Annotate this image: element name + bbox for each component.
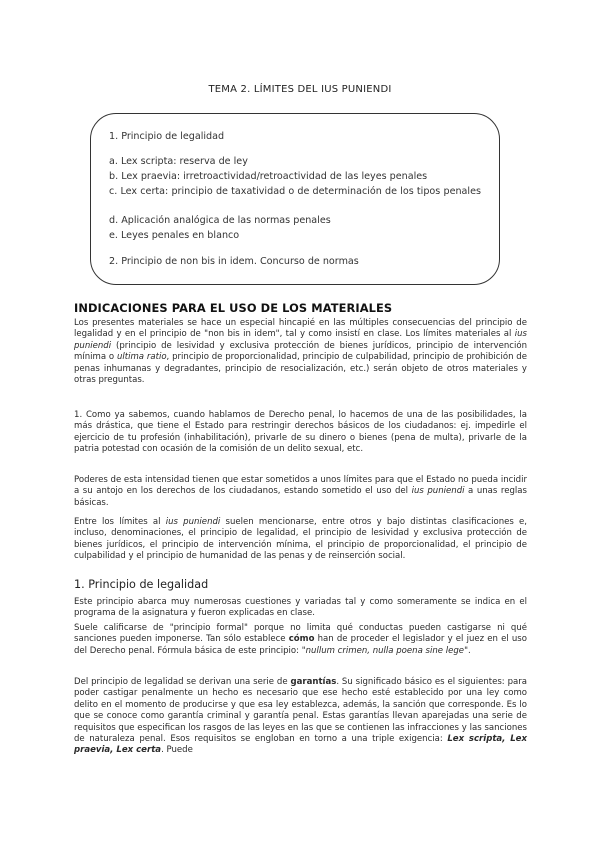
paragraph-6: Del principio de legalidad se derivan una serie de garantías. Su significado básico es el siguientes: para poder castigar penalmente un hecho es necesario que ese hecho esté establecido por una ley como delito en el momento de producirse y que esa ley establezca, además, la sanción que corresponde. Es lo que se conoce como garantía criminal y garantía penal. Estas garantías llevan aparejadas una serie de requisitos que especifican los rasgos de las leyes en las que se contienen las infracciones y las sanciones de naturaleza penal. Esos requisitos se engloban en torno a una triple exigencia: Lex scripta, Lex praevia, Lex certa. Puede <box>74 677 527 756</box>
paragraph-5: Suele calificarse de "principio formal" porque no limita qué conductas pueden castigarse ni qué sanciones pueden imponerse. Tan sólo establece cómo han de proceder el legislador y el juez en el uso del Derecho penal. Fórmula básica de este principio: "nullum crimen, nulla poena sine lege". <box>74 623 527 656</box>
paragraph-2: Poderes de esta intensidad tienen que estar sometidos a unos límites para que el Estado no pueda incidir a su antojo en los derechos de los ciudadanos, estando sometido el uso del ius puniendi a unas reglas básicas. <box>74 475 527 508</box>
toc-sub-lex-praevia: b. Lex praevia: irretroactividad/retroactividad de las leyes penales <box>109 171 428 182</box>
toc-item-non-bis-in-idem: 2. Principio de non bis in idem. Concurso de normas <box>109 256 359 267</box>
paragraph-3: Entre los límites al ius puniendi suelen mencionarse, entre otros y bajo distintas clasificaciones e, incluso, denominaciones, el principio de legalidad, el principio de lesividad y exclusiva protección de bienes jurídicos, el principio de intervención mínima, el principio de proporcionalidad, el principio de culpabilidad y el principio de humanidad de las penas y de reinserción social. <box>74 517 527 562</box>
section-heading: INDICACIONES PARA EL USO DE LOS MATERIALES <box>74 301 393 315</box>
toc-sub-analogia: d. Aplicación analógica de las normas penales <box>109 215 331 226</box>
toc-sub-lex-certa: c. Lex certa: principio de taxatividad o de determinación de los tipos penales <box>109 186 481 197</box>
contents-box <box>90 113 500 285</box>
paragraph-1: 1. Como ya sabemos, cuando hablamos de Derecho penal, lo hacemos de una de las posibilidades, la más drástica, que tiene el Estado para restringir derechos básicos de los ciudadanos: ej. impedirle el ejercicio de tu profesión (inhabilitación), privarle de su dinero o bienes (pena de multa), privarle de la patria potestad con ocasión de la comisión de un delito sexual, etc. <box>74 410 527 455</box>
subheading-legalidad: 1. Principio de legalidad <box>74 578 209 591</box>
toc-sub-leyes-en-blanco: e. Leyes penales en blanco <box>109 230 240 241</box>
paragraph-4: Este principio abarca muy numerosas cuestiones y variadas tal y como someramente se indica en el programa de la asignatura y fueron explicadas en clase. <box>74 597 527 619</box>
page-title: TEMA 2. LÍMITES DEL IUS PUNIENDI <box>208 84 392 95</box>
paragraph-intro: Los presentes materiales se hace un especial hincapié en las múltiples consecuencias del principio de legalidad y en el principio de "non bis in idem", tal y como insistí en clase. Los límites materiales al ius puniendi (principio de lesividad y exclusiva protección de bienes jurídicos, principio de intervención mínima o ultima ratio, principio de proporcionalidad, principio de culpabilidad, principio de prohibición de penas inhumanas y degradantes, principio de resocialización, etc.) serán objeto de otros materiales y otras preguntas. <box>74 318 527 386</box>
toc-sub-lex-scripta: a. Lex scripta: reserva de ley <box>109 156 248 167</box>
toc-item-legalidad: 1. Principio de legalidad <box>109 131 225 142</box>
